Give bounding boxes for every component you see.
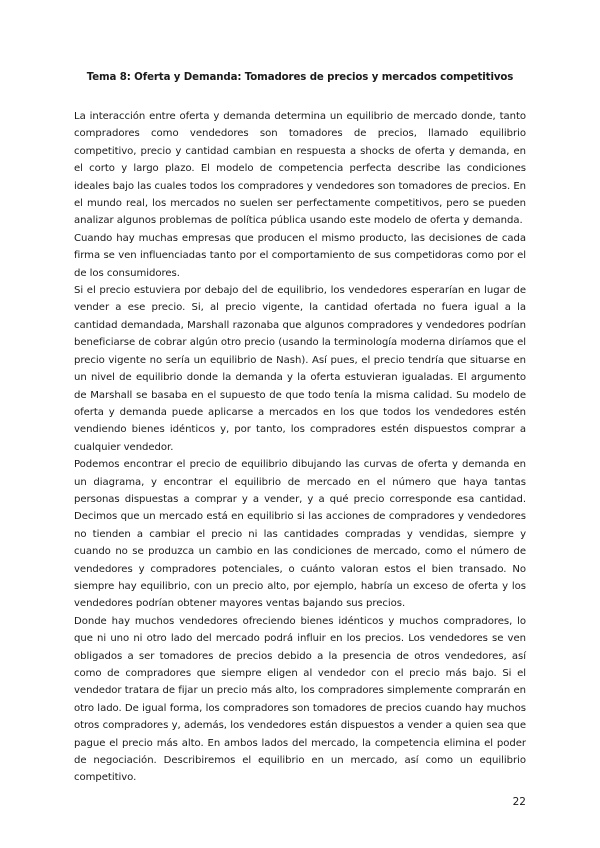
paragraph: Cuando hay muchas empresas que producen el mismo producto, las decisiones de cada firma se ven influenciadas tanto por el comportamiento de sus competidoras como por el de los consumidores.: [74, 232, 526, 279]
document-body: [74, 108, 526, 787]
page-number: 22: [512, 796, 526, 808]
paragraph: Donde hay muchos vendedores ofreciendo bienes idénticos y muchos compradores, lo que ni uno ni otro lado del mercado podrá influir en los precios. Los vendedores se ven obligados a ser tomadores de precios debido a la presencia de otros vendedores, así como de compradores que siempre eligen al vendedor con el precio más bajo. Si el vendedor tratara de fijar un precio más alto, los compradores simplemente comprarán en otro lado. De igual forma, los compradores son tomadores de precios cuando hay muchos otros compradores y, además, los vendedores están dispuestos a vender a quien sea que pague el precio más alto. En ambos lados del mercado, la competencia elimina el poder de negociación. Describiremos el equilibrio en un mercado, así como un equilibrio competitivo.: [74, 615, 526, 784]
page-title: Tema 8: Oferta y Demanda: Tomadores de precios y mercados competitivos: [86, 72, 514, 83]
paragraph: Podemos encontrar el precio de equilibrio dibujando las curvas de oferta y demanda en un diagrama, y encontrar el equilibrio de mercado en el número que haya tantas personas dispuestas a comprar y a vender, y a qué precio corresponde esa cantidad. Decimos que un mercado está en equilibrio si las acciones de compradores y vendedores no tienden a cambiar el precio ni las cantidades compradas y vendidas, siempre y cuando no se produzca un cambio en las condiciones de mercado, como el número de vendedores y compradores potenciales, o cuánto valoran estos el bien transado. No siempre hay equilibrio, con un precio alto, por ejemplo, habría un exceso de oferta y los vendedores podrían obtener mayores ventas bajando sus precios.: [74, 459, 526, 610]
paragraph: La interacción entre oferta y demanda determina un equilibrio de mercado donde, tanto compradores como vendedores son tomadores de precios, llamado equilibrio competitivo, precio y cantidad cambian en respuesta a shocks de oferta y demanda, en el corto y largo plazo. El modelo de competencia perfecta describe las condiciones ideales bajo las cuales todos los compradores y vendedores son tomadores de precios. En el mundo real, los mercados no suelen ser perfectamente competitivos, pero se pueden analizar algunos problemas de política pública usando este modelo de oferta y demanda.: [74, 111, 527, 227]
paragraph: Si el precio estuviera por debajo del de equilibrio, los vendedores esperarían en lugar de vender a ese precio. Si, al precio vigente, la cantidad ofertada no fuera igual a la cantidad demandada, Marshall razonaba que algunos compradores y vendedores podrían beneficiarse de cobrar algún otro precio (usando la terminología moderna diríamos que el precio vigente no sería un equilibrio de Nash). Así pues, el precio tendría que situarse en un nivel de equilibrio donde la demanda y la oferta estuvieran igualadas. El argumento de Marshall se basaba en el supuesto de que todo tenía la misma calidad. Su modelo de oferta y demanda puede aplicarse a mercados en los que todos los vendedores estén vendiendo bienes idénticos y, por tanto, los compradores estén dispuestos comprar a cualquier vendedor.: [74, 285, 526, 453]
